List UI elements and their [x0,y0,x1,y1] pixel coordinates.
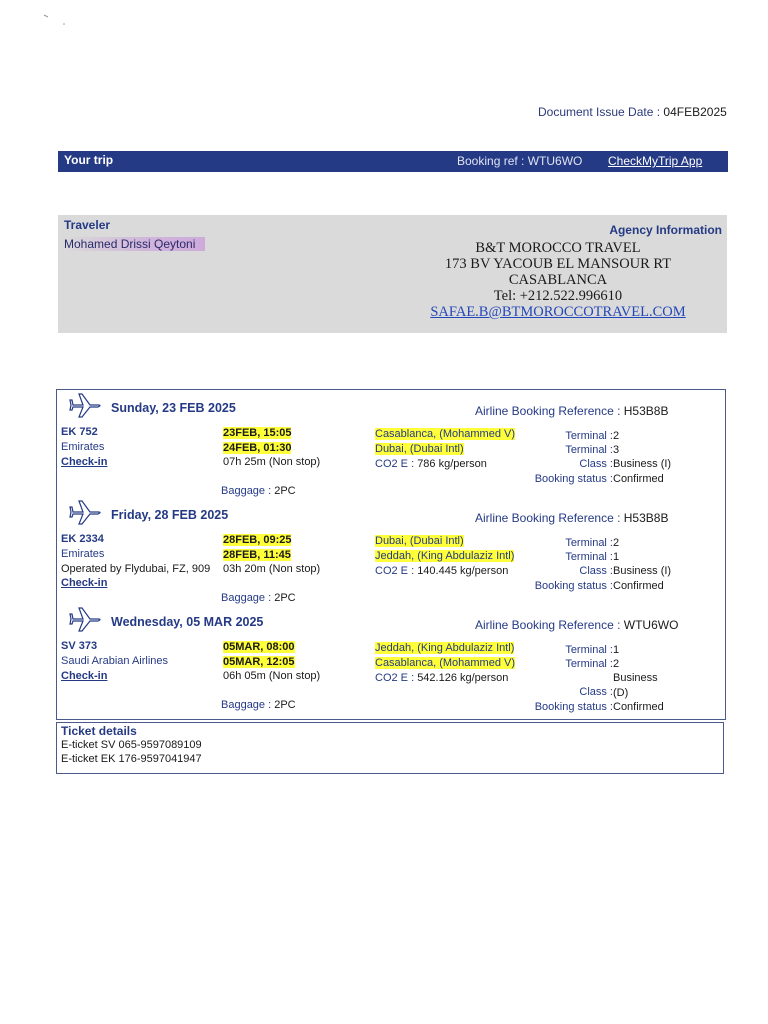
checkin-link[interactable]: Check-in [61,670,108,682]
eticket-line: E-ticket EK 176-9597041947 [61,753,202,765]
abr-label: Airline Booking Reference : [475,618,621,632]
traveler-agency-panel [58,215,727,333]
segment-date: Sunday, 23 FEB 2025 [111,401,236,415]
agency-name: B&T MOROCCO TRAVEL [475,240,641,256]
baggage-value: 2PC [274,592,296,604]
eticket-line: E-ticket SV 065-9597089109 [61,739,202,751]
abr-value: WTU6WO [623,618,679,632]
flight-duration: 06h 05m (Non stop) [223,670,321,682]
class-value: Business (D) [613,672,658,699]
arrival-airport: Dubai, (Dubai Intl) [375,443,464,455]
agency-tel: Tel: +212.522.996610 [493,288,623,304]
baggage-value: 2PC [274,699,296,711]
airplane-icon [69,606,101,634]
segment-details [507,429,675,486]
co2-emission [375,672,508,684]
cabin-class [507,457,675,471]
baggage-label: Baggage : [221,699,272,711]
booking-status [507,700,675,714]
co2-value: 140.445 kg/person [417,565,509,577]
airline-booking-ref [475,618,678,632]
status-label: Booking status : [534,472,613,485]
terminal-value: 1 [613,551,620,564]
departure-terminal [507,429,675,443]
co2-label: CO2 E : [375,672,415,684]
airline-booking-ref [475,511,668,525]
terminal-label: Terminal : [565,444,613,457]
co2-emission [375,565,508,577]
arrival-terminal [507,550,675,564]
flight-duration: 07h 25m (Non stop) [223,456,321,468]
traveler-label: Traveler [64,218,111,232]
departure-time: 23FEB, 15:05 [223,427,292,439]
co2-value: 542.126 kg/person [417,672,509,684]
baggage-label: Baggage : [221,592,272,604]
airplane-icon [69,499,101,527]
terminal-value: 2 [613,658,620,671]
checkmytrip-link[interactable]: CheckMyTrip App [608,154,703,168]
arrival-airport: Casablanca, (Mohammed V) [375,657,516,669]
terminal-value: 1 [613,644,620,656]
segment-details [507,643,675,714]
flight-segment [57,499,725,606]
agency-email-link[interactable]: SAFAE.B@BTMOROCCOTRAVEL.COM [430,304,686,320]
terminal-label: Terminal : [565,644,613,656]
scan-speck-marks [42,12,68,28]
departure-airport: Dubai, (Dubai Intl) [375,535,464,547]
airplane-icon [69,392,101,420]
agency-city: CASABLANCA [508,272,608,288]
status-value: Confirmed [613,472,664,485]
class-label: Class : [579,565,613,578]
status-label: Booking status : [534,700,613,713]
ticket-details-title: Ticket details [61,724,137,738]
arrival-terminal [507,657,675,671]
departure-time: 28FEB, 09:25 [223,534,292,546]
airline-name: Saudi Arabian Airlines [61,655,169,667]
departure-terminal [507,643,675,657]
arrival-time: 05MAR, 12:05 [223,656,295,668]
class-value: Business (I) [613,565,672,578]
cabin-class [507,564,675,578]
class-value: Business (I) [613,458,672,471]
class-label: Class : [579,686,613,699]
agency-info-label: Agency Information [609,223,722,237]
agency-address: 173 BV YACOUB EL MANSOUR RT [444,256,672,272]
baggage-allowance [221,699,296,711]
arrival-time: 24FEB, 01:30 [223,442,292,454]
traveler-name: Mohamed Drissi Qeytoni [64,237,205,251]
document-issue-date [538,105,727,119]
booking-status [507,472,675,486]
checkin-link[interactable]: Check-in [61,577,108,589]
abr-label: Airline Booking Reference : [475,404,621,418]
terminal-label: Terminal : [565,551,613,564]
flight-segment [57,606,725,713]
flight-number: SV 373 [61,640,98,652]
flight-segment [57,392,725,499]
flight-number: EK 752 [61,426,98,438]
issue-date-label: Document Issue Date : [538,105,661,119]
baggage-allowance [221,592,296,604]
departure-airport: Casablanca, (Mohammed V) [375,428,516,440]
arrival-terminal [507,443,675,457]
departure-airport: Jeddah, (King Abdulaziz Intl) [375,642,515,654]
flight-duration: 03h 20m (Non stop) [223,563,321,575]
terminal-label: Terminal : [565,658,613,671]
terminal-value: 3 [613,444,620,457]
airline-name: Emirates [61,441,105,453]
your-trip-bar [58,151,728,172]
co2-emission [375,458,487,470]
segment-details [507,536,675,593]
status-label: Booking status : [534,579,613,592]
cabin-class [507,671,675,699]
abr-label: Airline Booking Reference : [475,511,621,525]
operated-by: Operated by Flydubai, FZ, 909 [61,563,211,575]
co2-label: CO2 E : [375,565,415,577]
baggage-value: 2PC [274,485,296,497]
airline-booking-ref [475,404,668,418]
airline-name: Emirates [61,548,105,560]
flight-number: EK 2334 [61,533,104,545]
abr-value: H53B8B [623,511,669,525]
arrival-time: 28FEB, 11:45 [223,549,291,561]
issue-date-value: 04FEB2025 [663,105,727,119]
terminal-value: 2 [613,537,620,549]
booking-ref: Booking ref : WTU6WO [457,154,583,168]
co2-label: CO2 E : [375,458,415,470]
baggage-label: Baggage : [221,485,272,497]
status-value: Confirmed [613,579,664,592]
flight-segments-box [56,389,726,720]
agency-address-block [398,240,718,320]
terminal-label: Terminal : [565,430,613,442]
status-value: Confirmed [613,700,664,713]
departure-terminal [507,536,675,550]
class-label: Class : [579,458,613,471]
ticket-details-box [56,722,724,774]
checkin-link[interactable]: Check-in [61,456,108,468]
terminal-label: Terminal : [565,537,613,549]
segment-date: Wednesday, 05 MAR 2025 [111,615,264,629]
departure-time: 05MAR, 08:00 [223,641,295,653]
baggage-allowance [221,485,296,497]
segment-date: Friday, 28 FEB 2025 [111,508,229,522]
abr-value: H53B8B [623,404,669,418]
terminal-value: 2 [613,430,620,442]
your-trip-title: Your trip [64,153,114,167]
arrival-airport: Jeddah, (King Abdulaziz Intl) [375,550,515,562]
co2-value: 786 kg/person [417,458,487,470]
booking-status [507,579,675,593]
